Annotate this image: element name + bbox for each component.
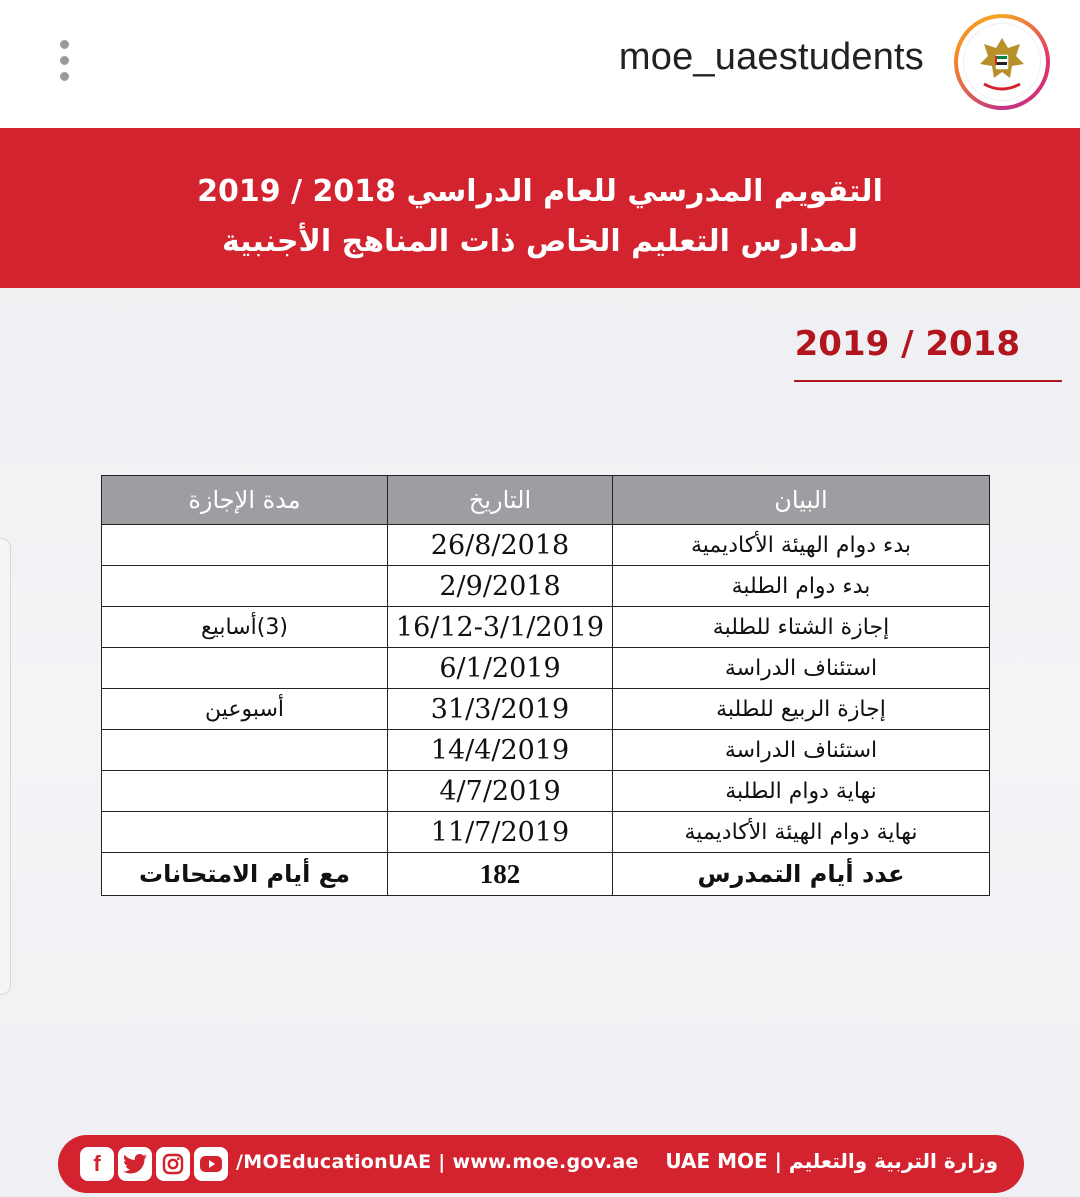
banner-subtitle: لمدارس التعليم الخاص ذات المناهج الأجنبية [221,224,858,259]
table-row [102,730,990,771]
table-row [102,771,990,812]
summary-note: مع أيام الامتحانات [102,853,388,896]
table-row [102,566,990,607]
footer-ministry: وزارة التربية والتعليم | UAE MOE [665,1149,998,1173]
row-duration [102,648,388,689]
row-duration [102,771,388,812]
row-description: نهاية دوام الهيئة الأكاديمية [613,812,990,853]
footer-bar [58,1135,1024,1193]
year-heading: 2019 / 2018 [794,324,1020,364]
side-scroll-handle[interactable] [0,538,11,995]
row-duration [102,730,388,771]
row-description: إجازة الربيع للطلبة [613,689,990,730]
username[interactable]: moe_uaestudents [618,36,924,78]
header-duration: مدة الإجازة [102,476,388,525]
twitter-icon[interactable] [118,1147,152,1181]
header-description: البيان [613,476,990,525]
instagram-icon[interactable] [156,1147,190,1181]
row-duration: أسبوعين [102,689,388,730]
summary-description: عدد أيام التمدرس [613,853,990,896]
calendar-table [101,475,989,896]
row-date: 14/4/2019 [388,730,613,771]
row-date: 6/1/2019 [388,648,613,689]
year-underline [794,380,1062,382]
row-description: نهاية دوام الطلبة [613,771,990,812]
table-header-row [102,476,990,525]
table-row [102,648,990,689]
summary-row [102,853,990,896]
row-description: استئناف الدراسة [613,730,990,771]
row-date: 4/7/2019 [388,771,613,812]
facebook-icon[interactable]: f [80,1147,114,1181]
row-description: بدء دوام الهيئة الأكاديمية [613,525,990,566]
row-date: 2/9/2018 [388,566,613,607]
table-row [102,525,990,566]
post-image [0,128,1080,1197]
footer-web-handle[interactable]: /MOEducationUAE | www.moe.gov.ae [236,1151,639,1173]
banner-title: التقويم المدرسي للعام الدراسي 2018 / 2019 [197,174,883,209]
avatar[interactable] [954,14,1050,110]
row-duration [102,525,388,566]
row-date: 31/3/2019 [388,689,613,730]
title-banner [0,128,1080,288]
table-row [102,812,990,853]
summary-value: 182 [388,853,613,896]
row-date: 16/12-3/1/2019 [388,607,613,648]
youtube-icon[interactable] [194,1147,228,1181]
row-duration [102,812,388,853]
table-row [102,607,990,648]
header-date: التاريخ [388,476,613,525]
row-description: استئناف الدراسة [613,648,990,689]
row-description: إجازة الشتاء للطلبة [613,607,990,648]
row-duration [102,566,388,607]
row-date: 26/8/2018 [388,525,613,566]
more-vertical-icon[interactable] [56,40,72,84]
row-date: 11/7/2019 [388,812,613,853]
row-duration: (3)أسابيع [102,607,388,648]
row-description: بدء دوام الطلبة [613,566,990,607]
post-header [0,0,1080,128]
uae-emblem-icon [963,23,1041,101]
table-row [102,689,990,730]
social-icons [80,1147,228,1181]
